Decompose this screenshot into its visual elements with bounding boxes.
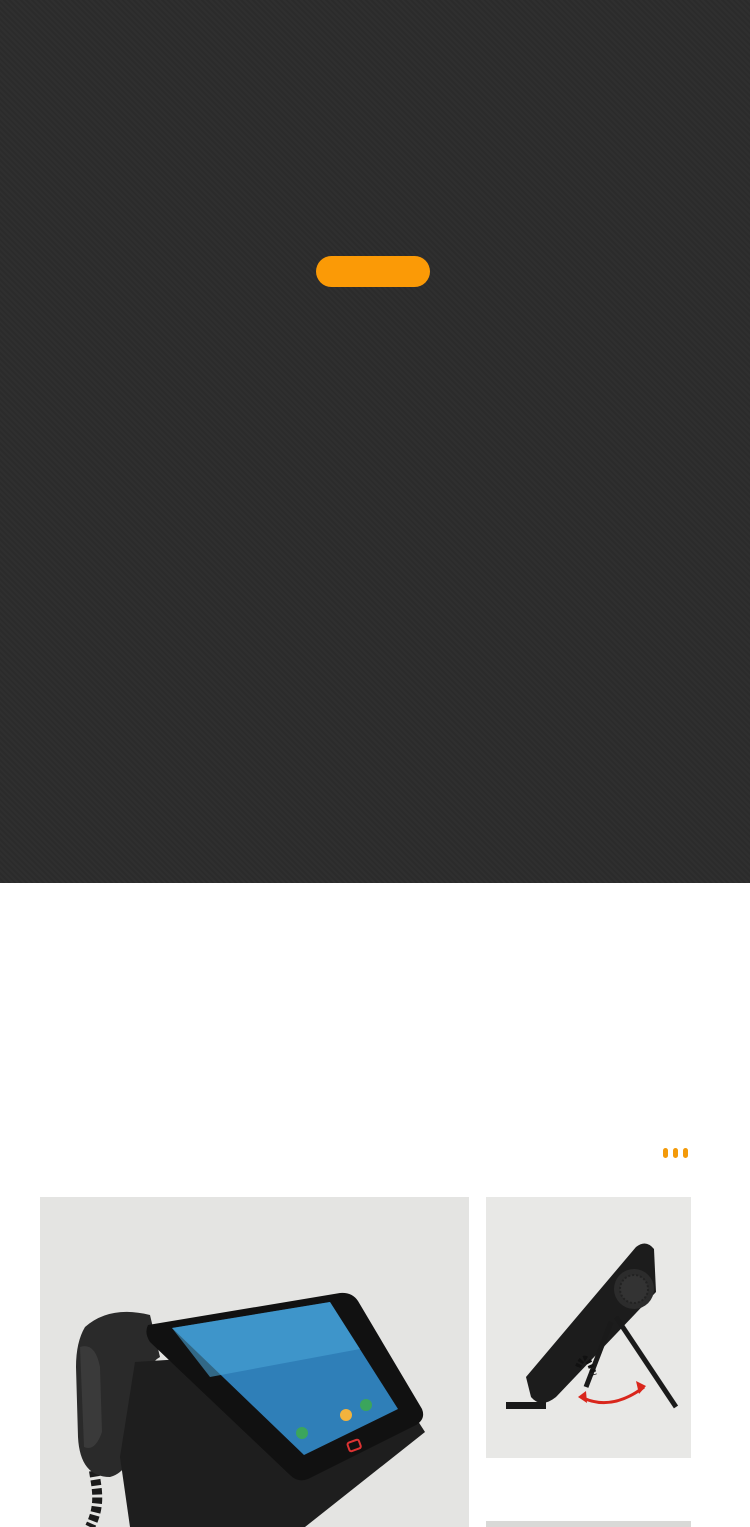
usage-section xyxy=(0,883,750,1527)
phone-illustration xyxy=(40,1197,469,1527)
side-view-illustration xyxy=(486,1197,691,1458)
phone-front-photo xyxy=(40,1197,469,1527)
phone-side-photo xyxy=(486,1197,691,1458)
decorative-dots xyxy=(663,1148,688,1158)
ip-section-title xyxy=(316,256,430,287)
next-photo-edge xyxy=(486,1521,691,1527)
